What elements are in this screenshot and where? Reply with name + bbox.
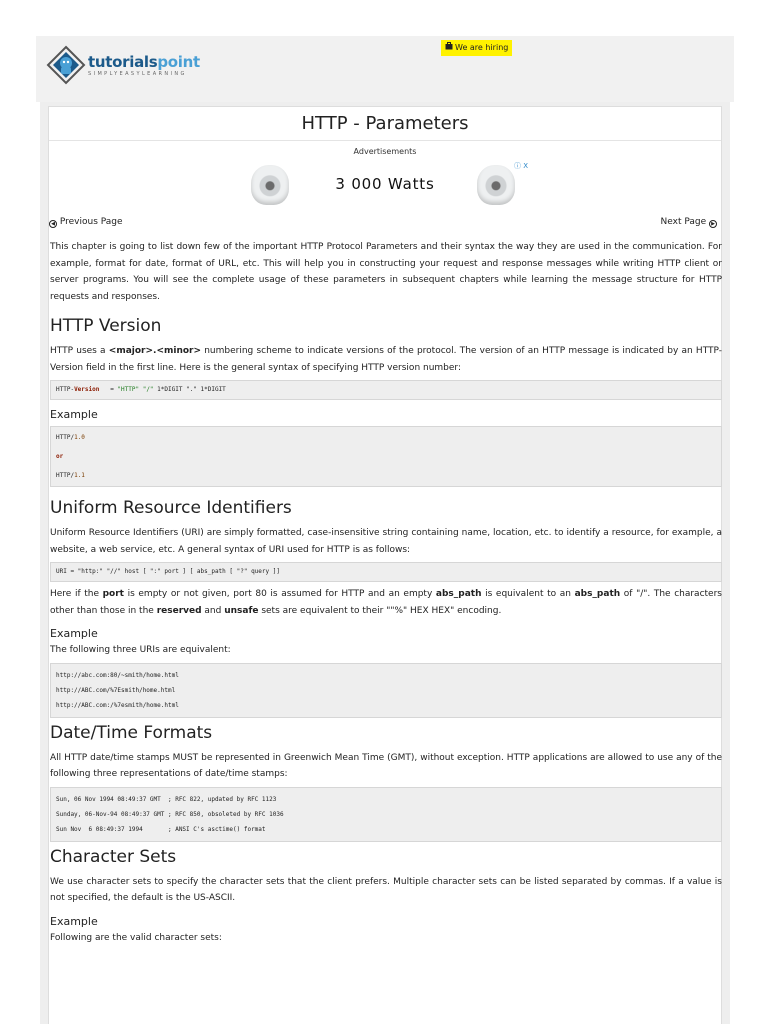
next-page-link[interactable]: Next Page ▶ — [661, 217, 718, 228]
intro-paragraph: This chapter is going to list down few of the important HTTP Protocol Parameters and their syntax the way they are used in the communication. For example, format for date, format of URL, etc. This will help you in constructing your request and response messages while writing HTTP client or server programs. You will see the complete usage of these parameters in subsequent chapters while learning the message structure for HTTP requests and responses. — [50, 242, 722, 302]
ad-text: 3 000 Watts — [335, 175, 435, 193]
code-block-version-example: HTTP/1.0 or HTTP/1.1 — [50, 426, 722, 487]
hiring-label: We are hiring — [455, 43, 509, 52]
heading-character-sets: Character Sets — [50, 846, 177, 867]
article-body — [49, 239, 723, 946]
code-block-http-version: HTTP-Version = "HTTP" "/" 1*DIGIT "." 1*DIGIT — [50, 380, 722, 400]
page-title: HTTP - Parameters — [49, 107, 721, 141]
date-time-paragraph: All HTTP date/time stamps MUST be represented in Greenwich Mean Time (GMT), without exception. HTTP applications are allowed to use any of the following three representations of date/time stamps: — [50, 752, 722, 779]
advertisement-banner[interactable] — [49, 161, 721, 205]
heading-example-charsets: Example — [50, 914, 98, 928]
we-are-hiring-link[interactable] — [441, 40, 512, 56]
page-navigation — [49, 217, 721, 231]
logo-tagline: SIMPLYEASYLEARNING — [88, 70, 187, 77]
site-header — [36, 36, 734, 102]
heading-uri: Uniform Resource Identifiers — [50, 498, 292, 518]
heading-example-uri: Example — [50, 627, 98, 640]
heading-example-version: Example — [50, 408, 98, 421]
code-block-uri-example: http://abc.com:80/~smith/home.html http://ABC.com/%7Esmith/home.html http://ABC.com:/%7esmith/home.html — [50, 663, 722, 718]
briefcase-icon — [445, 40, 453, 56]
circle-arrow-left-icon: ◀ — [49, 220, 57, 228]
heading-http-version: HTTP Version — [50, 316, 162, 336]
heading-date-time: Date/Time Formats — [50, 722, 213, 743]
http-version-paragraph: HTTP uses a <major>.<minor> numbering scheme to indicate versions of the protocol. The version of an HTTP message is indicated by an HTTP-Version field in the first line. Here is the general syntax of specifying HTTP version number: — [50, 346, 723, 373]
ad-close-icon[interactable]: ⓘ X — [514, 162, 529, 170]
ads-label: Advertisements — [353, 147, 417, 156]
logo-badge-icon — [46, 45, 86, 85]
speaker-image-right — [477, 165, 515, 205]
code-block-date-time: Sun, 06 Nov 1994 08:49:37 GMT ; RFC 822, updated by RFC 1123 Sunday, 06-Nov-94 08:49:37 GMT ; RFC 850, obsoleted by RFC 1036 Sun Nov 6 08:49:37 1994 ; ANSI C's asctime() format — [50, 787, 722, 842]
uri-paragraph: Uniform Resource Identifiers (URI) are simply formatted, case-insensitive string containing name, location, etc. to identify a resource, for example, a website, a web service, etc. A general syntax of URI used for HTTP is as follows: — [50, 528, 722, 555]
code-block-uri: URI = "http:" "//" host [ ":" port ] [ abs_path [ "?" query ]] — [50, 562, 722, 582]
character-sets-paragraph: We use character sets to specify the character sets that the client prefers. Multiple character sets can be listed separated by commas. If a value is not specified, the default is the US-ASCII. — [50, 876, 722, 903]
circle-arrow-right-icon: ▶ — [709, 220, 717, 228]
site-logo[interactable] — [46, 40, 200, 90]
previous-page-link[interactable]: ◀ Previous Page — [49, 217, 123, 228]
uri-port-paragraph: Here if the port is empty or not given, port 80 is assumed for HTTP and an empty abs_path is equivalent to an abs_path of "/". The characters other than those in the reserved and unsafe sets are equivalent to their ""%" HEX HEX" encoding. — [50, 589, 722, 616]
main-content — [48, 106, 722, 1024]
logo-name: tutorialspoint — [88, 52, 200, 71]
uri-example-intro: The following three URIs are equivalent: — [50, 645, 231, 655]
charsets-example-intro: Following are the valid character sets: — [50, 932, 222, 943]
